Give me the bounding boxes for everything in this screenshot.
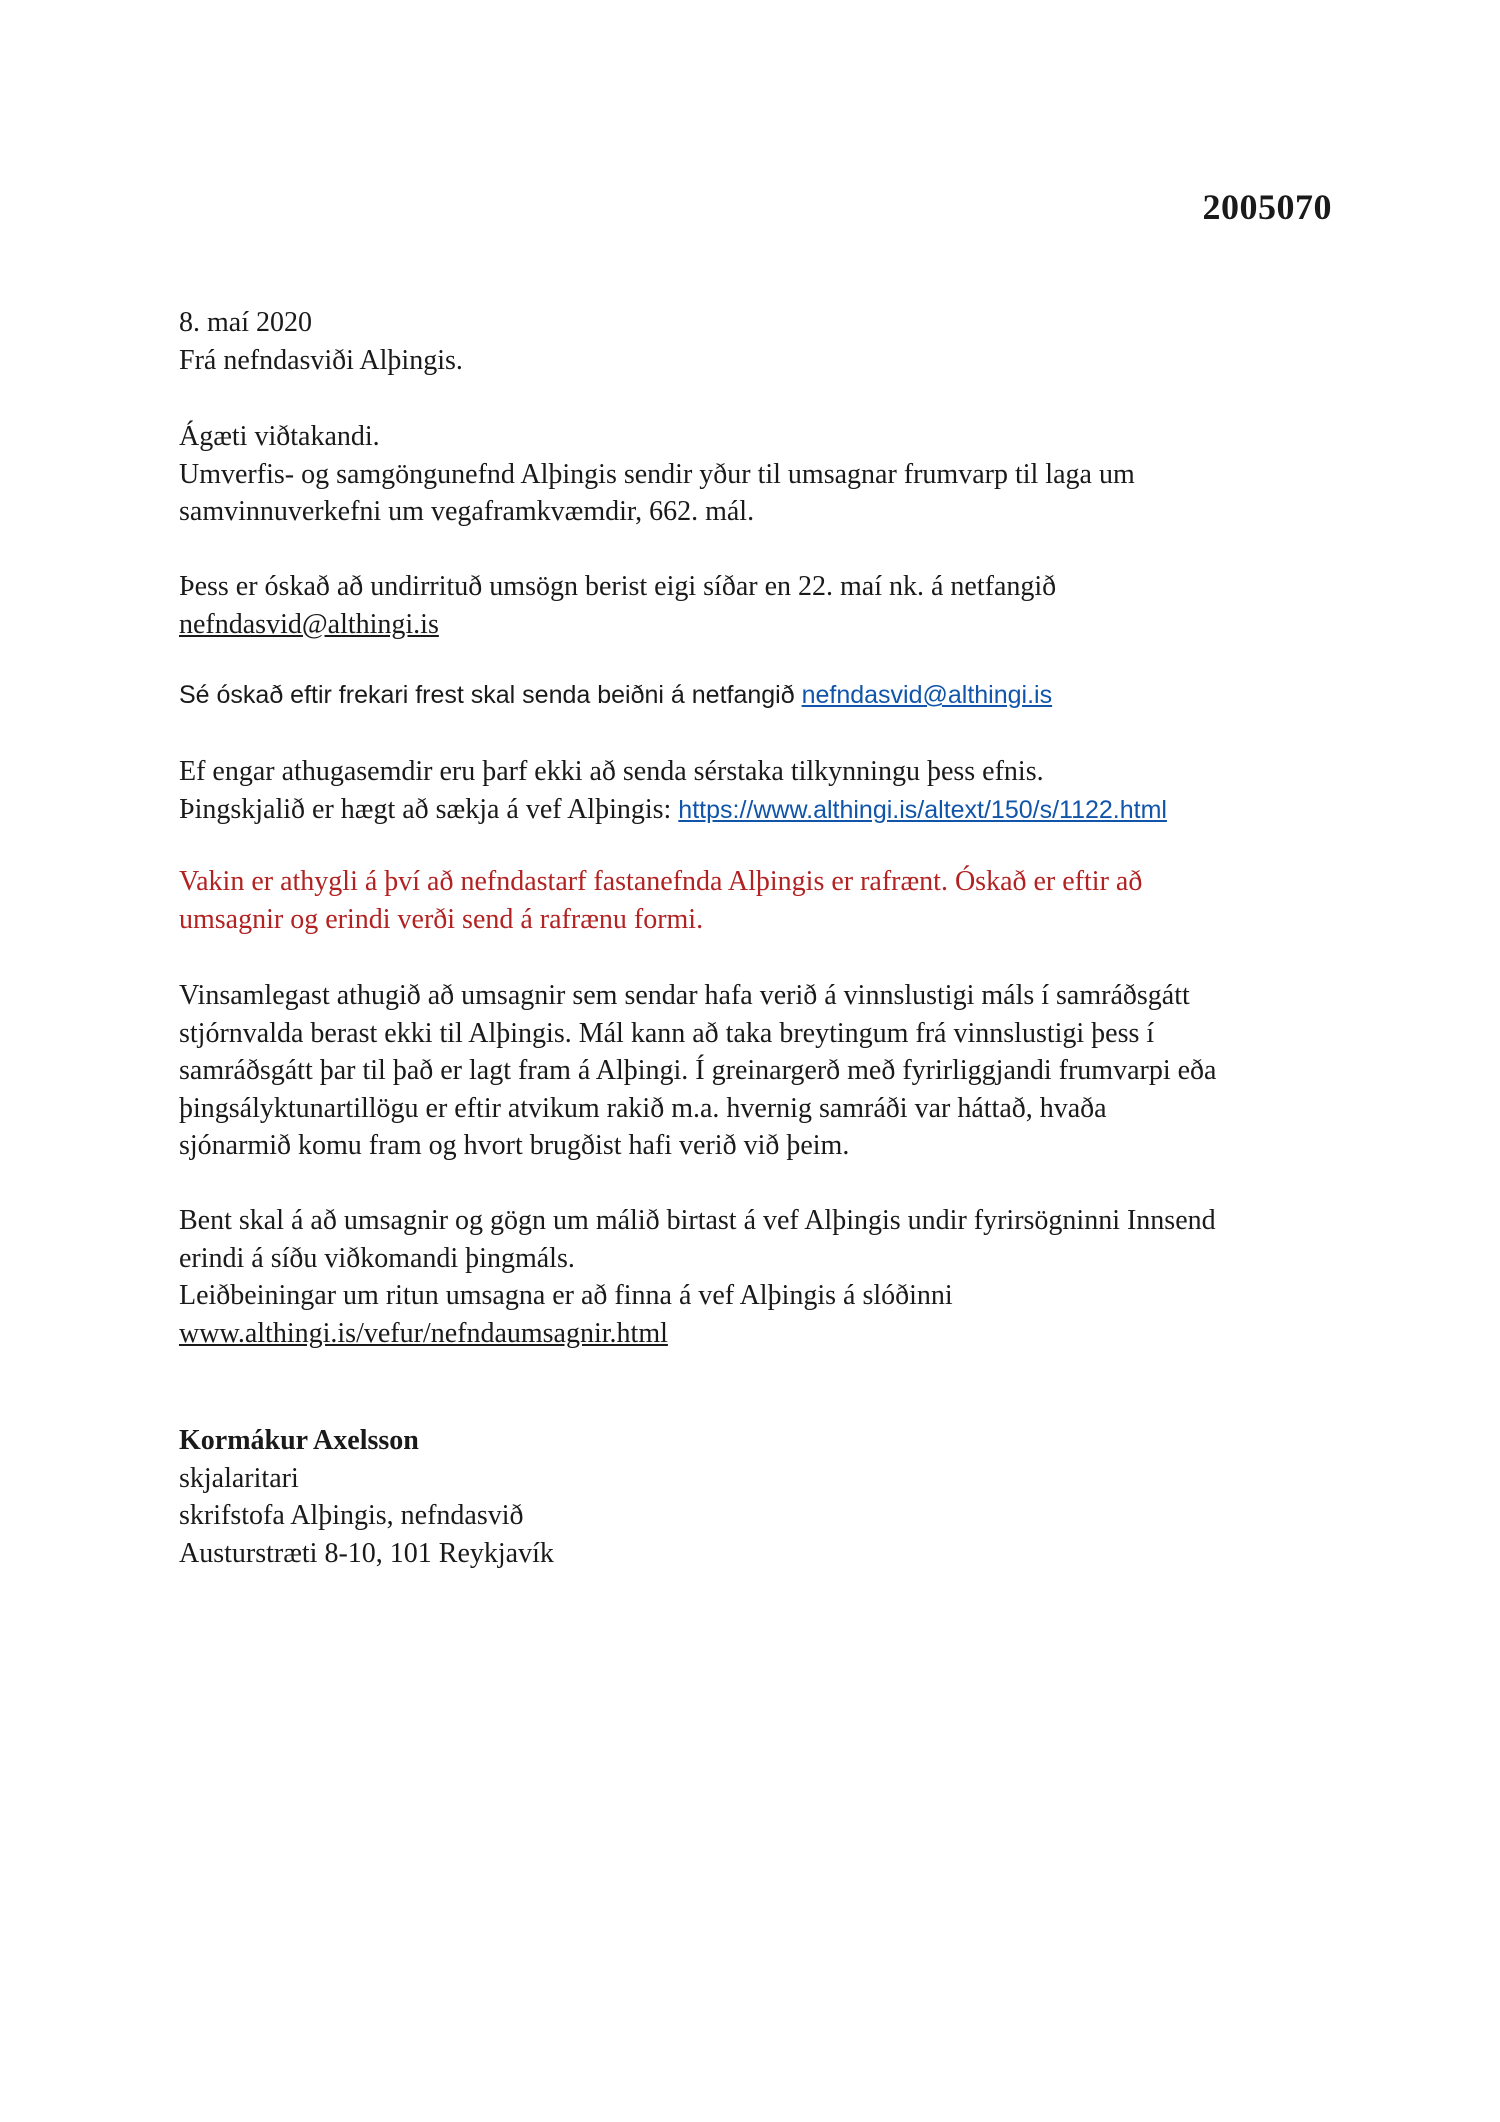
- guide-url-link[interactable]: www.althingi.is/vefur/nefndaumsagnir.html: [179, 1317, 668, 1349]
- deadline-text: Þess er óskað að undirrituð umsögn berist eigi síðar en 22. maí nk. á netfangið: [179, 571, 1057, 602]
- consultation-line-5: sjónarmið komu fram og hvort brugðist hafi verið við þeim.: [179, 1130, 850, 1161]
- letter-date: 8. maí 2020: [179, 307, 312, 338]
- no-comments-line-1: Ef engar athugasemdir eru þarf ekki að senda sérstaka tilkynningu þess efnis.: [179, 756, 1044, 787]
- electronic-notice: [179, 863, 1339, 938]
- extension-text: Sé óskað eftir frekari frest skal senda beiðni á netfangið: [179, 681, 802, 709]
- signatory-title: skjalaritari: [179, 1462, 299, 1494]
- no-comments-section: [179, 753, 1339, 829]
- publish-line-2: erindi á síðu viðkomandi þingmáls.: [179, 1242, 575, 1274]
- signature-block: [179, 1422, 1339, 1572]
- extension-email-link[interactable]: nefndasvid@althingi.is: [801, 681, 1053, 709]
- letter-header: [179, 304, 1339, 379]
- signatory-name: Kormákur Axelsson: [179, 1425, 419, 1456]
- signatory-office: skrifstofa Alþingis, nefndasvið: [179, 1500, 524, 1531]
- intro-line-1: Umverfis- og samgöngunefnd Alþingis sendir yður til umsagnar frumvarp til laga um: [179, 458, 1135, 490]
- no-comments-line-2: Þingskjalið er hægt að sækja á vef Alþingis:: [179, 793, 679, 825]
- consultation-line-1: Vinsamlegast athugið að umsagnir sem sendar hafa verið á vinnslustigi máls í samráðsgátt: [179, 980, 1190, 1011]
- document-number: 2005070: [1202, 187, 1332, 227]
- publish-line-3: Leiðbeiningar um ritun umsagna er að finna á vef Alþingis á slóðinni: [179, 1280, 953, 1311]
- consultation-line-4: þingsályktunartillögu er eftir atvikum rakið m.a. hvernig samráði var háttað, hvaða: [179, 1092, 1107, 1124]
- publish-line-1: Bent skal á að umsagnir og gögn um málið birtast á vef Alþingis undir fyrirsögninni Innsend: [179, 1205, 1216, 1236]
- intro-line-2: samvinnuverkefni um vegaframkvæmdir, 662. mál.: [179, 496, 755, 527]
- consultation-paragraph: [179, 977, 1339, 1165]
- deadline-section: [179, 568, 1339, 643]
- publish-paragraph: [179, 1202, 1339, 1352]
- letter-from: Frá nefndasviði Alþingis.: [179, 344, 463, 376]
- consultation-line-3: samráðsgátt þar til það er lagt fram á Alþingi. Í greinargerð með fyrirliggjandi frumvarpi eða: [179, 1055, 1217, 1086]
- consultation-line-2: stjórnvalda berast ekki til Alþingis. Mál kann að taka breytingum frá vinnslustigi þess í: [179, 1017, 1155, 1049]
- notice-line-1: Vakin er athygli á því að nefndastarf fastanefnda Alþingis er rafrænt. Óskað er eftir að: [179, 866, 1143, 897]
- signatory-address: Austurstræti 8-10, 101 Reykjavík: [179, 1537, 554, 1569]
- greeting: Ágæti viðtakandi.: [179, 421, 380, 452]
- notice-line-2: umsagnir og erindi verði send á rafrænu formi.: [179, 903, 704, 935]
- extension-section: [179, 677, 1339, 715]
- deadline-email-link[interactable]: nefndasvid@althingi.is: [179, 608, 439, 640]
- intro-section: [179, 418, 1339, 531]
- document-url-link[interactable]: https://www.althingi.is/altext/150/s/1122.html: [678, 795, 1167, 824]
